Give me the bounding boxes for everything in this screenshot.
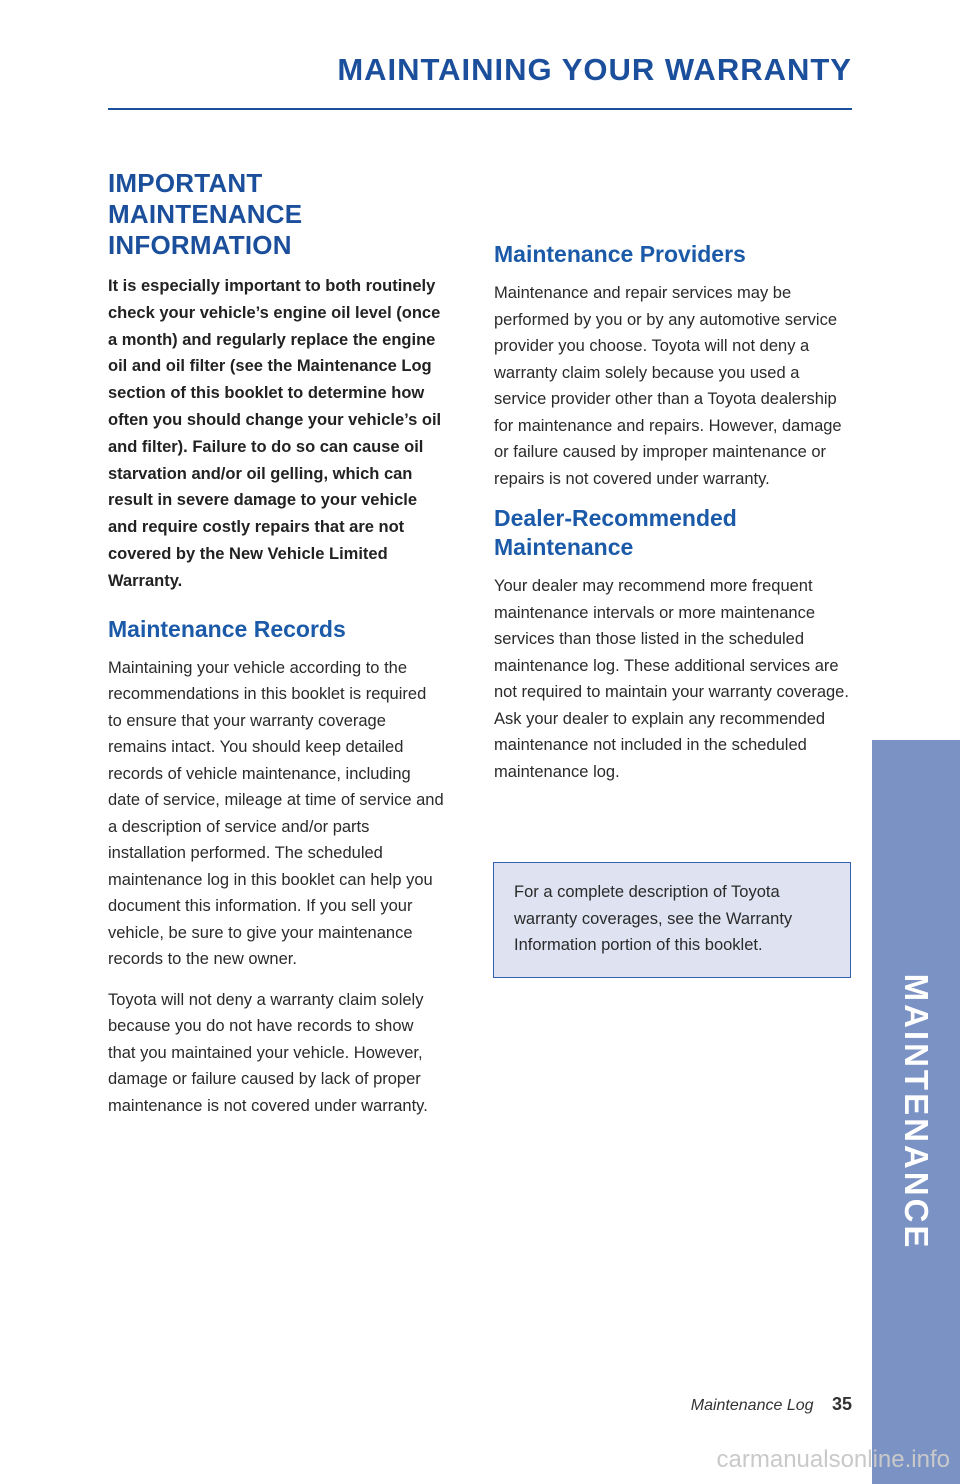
page-title: MAINTAINING YOUR WARRANTY (337, 52, 852, 87)
warranty-note-text: For a complete description of Toyota warranty coverages, see the Warranty Information portion of this booklet. (514, 883, 793, 954)
left-column (108, 168, 444, 1119)
maintenance-providers-heading: Maintenance Providers (494, 241, 746, 267)
page-footer (691, 1394, 852, 1415)
warranty-note-box (493, 862, 851, 978)
maintenance-records-heading: Maintenance Records (108, 615, 346, 642)
important-maintenance-heading: IMPORTANT MAINTENANCE INFORMATION (108, 168, 303, 260)
dealer-recommended-paragraph: Your dealer may recommend more frequent maintenance intervals or more maintenance services than those listed in the scheduled maintenance log. These additional services are not required to maintain your warranty coverage. Ask your dealer to explain any recommended maintenance not included in the scheduled maintenance log. (494, 577, 849, 781)
dealer-recommended-heading: Dealer-Recommended Maintenance (494, 505, 737, 560)
page-number: 35 (831, 1394, 852, 1414)
page-header (108, 52, 852, 110)
important-maintenance-intro: It is especially important to both routinely check your vehicle’s engine oil level (once a month) and regularly replace the engine oil and oil filter (see the Maintenance Log section of this booklet to determine how often you should change your vehicle’s oil and filter). Failure to do so can cause oil starvation and/or oil gelling, which can result in severe damage to your vehicle and require costly repairs that are not covered by the New Vehicle Limited Warranty. (108, 277, 442, 590)
maintenance-records-paragraph-2: Toyota will not deny a warranty claim solely because you do not have records to show that you maintained your vehicle. However, damage or failure caused by lack of proper maintenance is not covered under warranty. (108, 990, 428, 1115)
watermark: carmanualsonline.info (716, 1446, 950, 1473)
maintenance-records-paragraph-1: Maintaining your vehicle according to the recommendations in this booklet is required to ensure that your warranty coverage remains intact. You should keep detailed records of vehicle maintenance, including date of service, mileage at time of service and a description of service and/or parts installation performed. The scheduled maintenance log in this booklet can help you document this information. If you sell your vehicle, be sure to give your maintenance records to the new owner. (108, 658, 444, 969)
maintenance-providers-paragraph: Maintenance and repair services may be performed by you or by any automotive service provider you choose. Toyota will not deny a warranty claim solely because you used a service provider other than a Toyota dealership for maintenance and repairs. However, damage or failure caused by improper maintenance or repairs is not covered under warranty. (494, 284, 842, 488)
maintenance-side-tab-label: MAINTENANCE (898, 973, 935, 1251)
right-column (494, 240, 854, 785)
footer-section-name: Maintenance Log (690, 1397, 814, 1414)
